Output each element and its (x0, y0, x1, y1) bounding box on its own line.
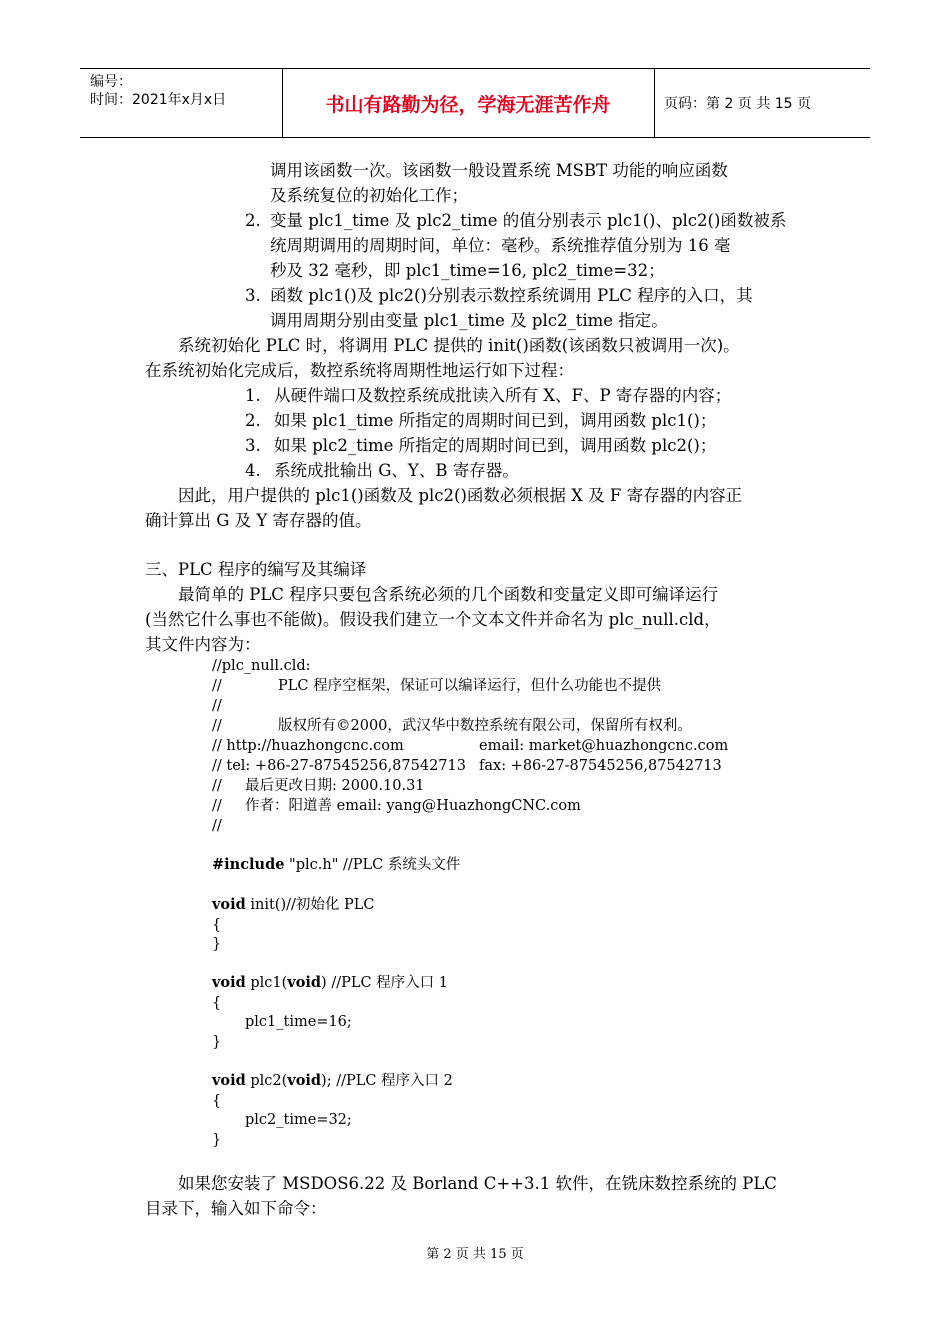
page-footer: 第 2 页 共 15 页 (426, 1247, 524, 1262)
code-line: 作者：阳道善 email: yang@HuazhongCNC.com (245, 798, 581, 814)
text-line: 变量 plc1_time 及 plc2_time 的值分别表示 plc1()、plc2()函数被系 (270, 211, 787, 230)
code-line (212, 973, 448, 993)
code-text: plc1( (245, 975, 288, 991)
code-keyword: void (212, 1072, 246, 1089)
header-number: 编号： (90, 74, 132, 90)
list-number: 1. (245, 386, 261, 405)
code-line: // tel: +86-27-87545256,87542713 (212, 758, 466, 774)
list-number: 3. (245, 286, 261, 305)
page-header (80, 68, 870, 138)
text-line: 调用该函数一次。该函数一般设置系统 MSBT 功能的响应函数 (270, 161, 728, 180)
text-line: 调用周期分别由变量 plc1_time 及 plc2_time 指定。 (270, 311, 668, 330)
code-line: 版权所有©2000，武汉华中数控系统有限公司，保留所有权利。 (278, 718, 692, 734)
code-text: plc2( (245, 1073, 288, 1089)
paragraph-line: 在系统初始化完成后，数控系统将周期性地运行如下过程： (145, 361, 574, 380)
code-line (212, 1071, 453, 1091)
code-line: fax: +86-27-87545256,87542713 (479, 758, 722, 774)
code-brace: { (212, 917, 222, 933)
paragraph-line: 目录下，输入如下命令： (145, 1199, 327, 1218)
code-line (212, 895, 374, 915)
list-number: 3. (245, 436, 261, 455)
list-number: 4. (245, 461, 261, 480)
text-line: 函数 plc1()及 plc2()分别表示数控系统调用 PLC 程序的入口，其 (270, 286, 753, 305)
code-comment-marker: // (212, 778, 222, 794)
paragraph-line: 确计算出 G 及 Y 寄存器的值。 (145, 511, 372, 530)
paragraph-line: 最简单的 PLC 程序只要包含系统必须的几个函数和变量定义即可编译运行 (178, 585, 719, 604)
code-text: init()//初始化 PLC (245, 897, 375, 913)
list-number: 2. (245, 411, 261, 430)
code-line: plc1_time=16; (245, 1014, 352, 1030)
text-line: 秒及 32 毫秒，即 plc1_time=16, plc2_time=32； (270, 261, 665, 280)
header-time: 时间：2021年x月x日 (90, 92, 227, 108)
code-text: "plc.h" //PLC 系统头文件 (284, 857, 461, 873)
code-line: // (212, 818, 222, 834)
code-line: // (212, 698, 222, 714)
code-line (212, 855, 460, 875)
code-keyword: void (212, 896, 246, 913)
code-text: ); //PLC 程序入口 2 (321, 1073, 453, 1089)
paragraph-line: 如果您安装了 MSDOS6.22 及 Borland C++3.1 软件，在铣床数控系统的 PLC (178, 1174, 777, 1193)
code-keyword: #include (212, 856, 285, 873)
code-keyword: void (212, 974, 246, 991)
paragraph-line: 因此，用户提供的 plc1()函数及 plc2()函数必须根据 X 及 F 寄存器的内容正 (178, 486, 743, 505)
code-comment-marker: // (212, 678, 222, 694)
code-brace: { (212, 1093, 222, 1109)
code-line: // http://huazhongcnc.com (212, 738, 404, 754)
text-line: 系统成批输出 G、Y、B 寄存器。 (274, 461, 519, 480)
header-divider (654, 69, 655, 137)
code-brace: } (212, 936, 222, 952)
code-brace: } (212, 1132, 222, 1148)
paragraph-line: 其文件内容为： (145, 635, 261, 654)
code-keyword: void (287, 974, 322, 991)
code-line: email: market@huazhongcnc.com (479, 738, 729, 754)
text-line: 统周期调用的周期时间，单位：毫秒。系统推荐值分别为 16 毫 (270, 236, 731, 255)
header-meta (90, 73, 280, 109)
paragraph-line: (当然它什么事也不能做)。假设我们建立一个文本文件并命名为 plc_null.cld， (145, 610, 721, 629)
code-comment-marker: // (212, 798, 222, 814)
list-number: 2. (245, 211, 261, 230)
text-line: 及系统复位的初始化工作； (270, 186, 468, 205)
header-page-info: 页码：第 2 页 共 15 页 (664, 96, 811, 112)
text-line: 如果 plc1_time 所指定的周期时间已到，调用函数 plc1()； (274, 411, 717, 430)
code-comment-marker: // (212, 718, 222, 734)
section-heading: 三、PLC 程序的编写及其编译 (145, 560, 367, 579)
text-line: 从硬件端口及数控系统成批读入所有 X、F、P 寄存器的内容； (274, 386, 732, 405)
code-brace: } (212, 1034, 222, 1050)
code-keyword: void (287, 1072, 322, 1089)
paragraph-line: 系统初始化 PLC 时，将调用 PLC 提供的 init()函数(该函数只被调用一次)。 (178, 336, 740, 355)
code-line: //plc_null.cld: (212, 658, 311, 674)
code-line: PLC 程序空框架，保证可以编译运行，但什么功能也不提供 (278, 678, 662, 694)
code-line: 最后更改日期: 2000.10.31 (245, 778, 425, 794)
code-brace: { (212, 995, 222, 1011)
code-line: plc2_time=32; (245, 1112, 352, 1128)
header-slogan: 书山有路勤为径，学海无涯苦作舟 (325, 93, 611, 116)
code-text: ) //PLC 程序入口 1 (321, 975, 449, 991)
text-line: 如果 plc2_time 所指定的周期时间已到，调用函数 plc2()； (274, 436, 717, 455)
